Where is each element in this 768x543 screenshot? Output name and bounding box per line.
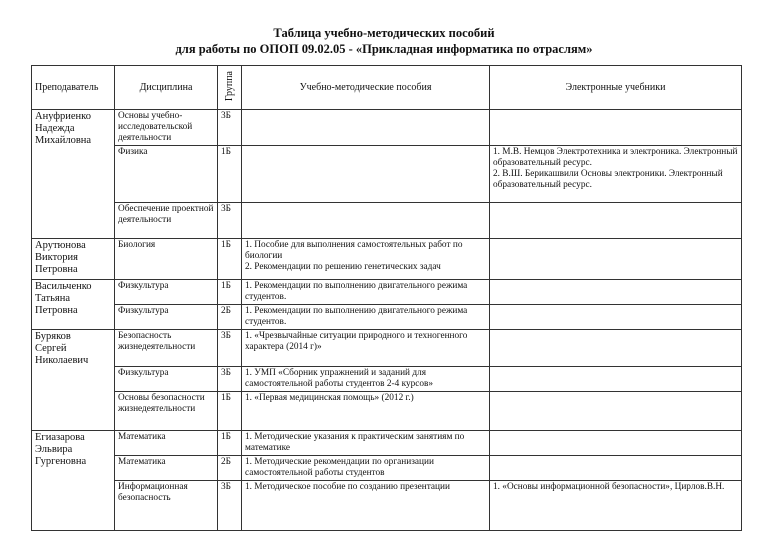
- manuals-cell: [242, 146, 490, 203]
- group-cell: 3Б: [218, 330, 242, 367]
- document-title-line2: для работы по ОПОП 09.02.05 - «Прикладная информатика по отраслям»: [175, 42, 593, 56]
- group-cell: 1Б: [218, 431, 242, 456]
- teacher-name-part: Виктория: [35, 252, 78, 263]
- header-manuals: Учебно-методические пособия: [242, 66, 490, 110]
- discipline-cell: Физкультура: [115, 305, 218, 330]
- discipline-cell: Математика: [115, 456, 218, 481]
- manual-item: 1. Рекомендации по выполнению двигательного режима студентов.: [245, 306, 468, 327]
- ebooks-cell: [490, 305, 742, 330]
- header-ebooks: Электронные учебники: [490, 66, 742, 110]
- ebooks-cell: [490, 280, 742, 305]
- discipline-cell: Биология: [115, 239, 218, 280]
- ebooks-cell: [490, 367, 742, 392]
- teacher-name-part: Надежда: [35, 123, 75, 134]
- ebooks-cell: [490, 481, 742, 531]
- manual-item: 1. Пособие для выполнения самостоятельных работ по биологии: [245, 240, 463, 261]
- header-group: [218, 66, 242, 110]
- discipline-cell: Математика: [115, 431, 218, 456]
- manual-item: 1. УМП «Сборник упражнений и заданий для самостоятельной работы студентов 2-4 курсов»: [245, 368, 434, 389]
- table-row: [32, 110, 742, 146]
- discipline-cell: Физкультура: [115, 280, 218, 305]
- header-group-label: Группа: [224, 70, 235, 102]
- table-row: [32, 481, 742, 531]
- group-cell: 2Б: [218, 456, 242, 481]
- teacher-name: [32, 330, 115, 431]
- teacher-name-part: Ануфриенко: [35, 111, 91, 122]
- group-cell: 1Б: [218, 239, 242, 280]
- ebooks-cell: [490, 203, 742, 239]
- group-cell: 3Б: [218, 481, 242, 531]
- ebook-item: 1. М.В. Немцов Электротехника и электроника. Электронный образовательный ресурс.: [493, 147, 738, 168]
- teacher-name-part: Татьяна: [35, 293, 71, 304]
- manuals-cell: [242, 456, 490, 481]
- manual-item: 1. «Первая медицинская помощь» (2012 г.): [245, 393, 414, 403]
- teacher-name-part: Гургеновна: [35, 456, 87, 467]
- ebooks-cell: [490, 110, 742, 146]
- ebook-item: 1. «Основы информационной безопасности», Цирлов.В.Н.: [493, 482, 725, 492]
- ebooks-cell: [490, 239, 742, 280]
- teacher-name-part: Буряков: [35, 331, 71, 342]
- table-row: [32, 280, 742, 305]
- manuals-cell: [242, 239, 490, 280]
- table-row: [32, 392, 742, 431]
- teacher-name-part: Арутюнова: [35, 240, 86, 251]
- discipline-cell: Основы безопасности жизнедеятельности: [115, 392, 218, 431]
- group-cell: 1Б: [218, 280, 242, 305]
- table-row: [32, 305, 742, 330]
- manuals-cell: [242, 481, 490, 531]
- table-body: [32, 110, 742, 531]
- table-row: [32, 456, 742, 481]
- manual-item: 2. Рекомендации по решению генетических задач: [245, 262, 441, 272]
- table-row: [32, 431, 742, 456]
- table-row: [32, 330, 742, 367]
- header-discipline: Дисциплина: [115, 66, 218, 110]
- ebooks-cell: [490, 456, 742, 481]
- ebooks-cell: [490, 330, 742, 367]
- teacher-name: [32, 110, 115, 239]
- discipline-cell: Основы учебно-исследовательской деятельности: [115, 110, 218, 146]
- group-cell: 2Б: [218, 305, 242, 330]
- teacher-name-part: Васильченко: [35, 281, 92, 292]
- manual-item: 1. Методические рекомендации по организации самостоятельной работы студентов: [245, 457, 434, 478]
- ebooks-cell: [490, 146, 742, 203]
- ebooks-cell: [490, 431, 742, 456]
- discipline-cell: Обеспечение проектной деятельности: [115, 203, 218, 239]
- manuals-cell: [242, 330, 490, 367]
- group-cell: 3Б: [218, 203, 242, 239]
- teacher-name: [32, 280, 115, 330]
- teacher-name-part: Егиазарова: [35, 432, 85, 443]
- manual-item: 1. Методические указания к практическим занятиям по математике: [245, 432, 465, 453]
- ebooks-cell: [490, 392, 742, 431]
- manuals-cell: [242, 203, 490, 239]
- ebook-item: 2. В.Ш. Берикашвили Основы электроники. Электронный образовательный ресурс.: [493, 169, 723, 190]
- teacher-name-part: Эльвира: [35, 444, 73, 455]
- manuals-cell: [242, 280, 490, 305]
- manuals-cell: [242, 110, 490, 146]
- discipline-cell: Безопасность жизнедеятельности: [115, 330, 218, 367]
- header-teacher: Преподаватель: [32, 66, 115, 110]
- table-row: [32, 203, 742, 239]
- discipline-cell: Информационная безопасность: [115, 481, 218, 531]
- discipline-cell: Физика: [115, 146, 218, 203]
- manual-item: 1. Методическое пособие по созданию презентации: [245, 482, 450, 492]
- manuals-cell: [242, 305, 490, 330]
- table-row: [32, 146, 742, 203]
- table-row: [32, 367, 742, 392]
- manuals-cell: [242, 392, 490, 431]
- discipline-cell: Физкультура: [115, 367, 218, 392]
- teacher-name-part: Михайловна: [35, 135, 92, 146]
- manuals-cell: [242, 431, 490, 456]
- group-cell: 1Б: [218, 392, 242, 431]
- document-title-line1: Таблица учебно-методических пособий: [273, 26, 495, 40]
- teacher-name: [32, 239, 115, 280]
- manual-item: 1. Рекомендации по выполнению двигательного режима студентов.: [245, 281, 468, 302]
- manuals-cell: [242, 367, 490, 392]
- manuals-table: [31, 65, 742, 531]
- teacher-name-part: Петровна: [35, 305, 78, 316]
- teacher-name-part: Николаевич: [35, 355, 89, 366]
- teacher-name: [32, 431, 115, 531]
- teacher-name-part: Сергей: [35, 343, 67, 354]
- group-cell: 3Б: [218, 110, 242, 146]
- table-row: [32, 239, 742, 280]
- group-cell: 3Б: [218, 367, 242, 392]
- group-cell: 1Б: [218, 146, 242, 203]
- manual-item: 1. «Чрезвычайные ситуации природного и техногенного характера (2014 г)»: [245, 331, 468, 352]
- teacher-name-part: Петровна: [35, 264, 78, 275]
